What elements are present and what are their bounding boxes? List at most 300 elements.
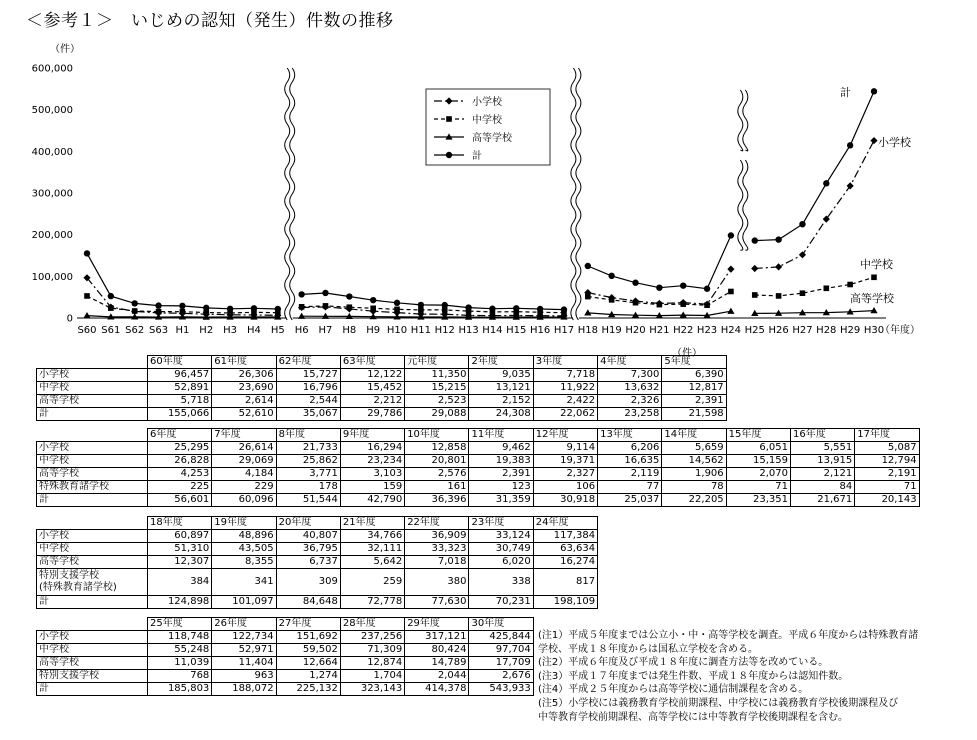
table-cell: 768 <box>148 670 212 683</box>
table-cell: 101,097 <box>212 596 276 609</box>
table-cell: 22,205 <box>662 494 726 507</box>
table-cell: 17,709 <box>469 657 533 670</box>
data-point <box>847 142 853 148</box>
table-cell: 2,391 <box>662 395 726 408</box>
data-point <box>394 300 400 306</box>
table-cell: 12,817 <box>662 382 726 395</box>
table-cell: 309 <box>276 569 340 596</box>
table-cell: 84,648 <box>276 596 340 609</box>
table-header-cell: 4年度 <box>598 356 662 369</box>
table-cell: 2,044 <box>405 670 469 683</box>
table-cell: 21,733 <box>276 442 340 455</box>
data-point <box>84 250 90 256</box>
table-cell: 30,918 <box>533 494 597 507</box>
table-cell: 32,111 <box>340 543 404 556</box>
table-cell: 384 <box>148 569 212 596</box>
table-cell: 25,862 <box>276 455 340 468</box>
data-point <box>823 180 829 186</box>
table-cell: 2,191 <box>855 468 919 481</box>
table-cell: 23,234 <box>340 455 404 468</box>
data-point <box>776 293 782 299</box>
table-cell: 12,122 <box>340 369 404 382</box>
x-tick-label: H23 <box>696 325 718 336</box>
table-cell: 118,748 <box>148 631 212 644</box>
table-header-cell: 9年度 <box>340 429 404 442</box>
table-cell: 56,601 <box>148 494 212 507</box>
table-cell: 225,132 <box>276 683 340 696</box>
data-point <box>727 265 734 272</box>
table-cell: 59,502 <box>276 644 340 657</box>
table-cell: 2,391 <box>469 468 533 481</box>
table-cell: 72,778 <box>340 596 404 609</box>
table-cell: 34,766 <box>340 530 404 543</box>
table-cell: 11,350 <box>405 369 469 382</box>
x-tick-label: H5 <box>270 325 285 336</box>
data-point <box>108 305 114 311</box>
table-row-label: 中学校 <box>37 543 148 556</box>
table-header-cell: 13年度 <box>598 429 662 442</box>
data-point <box>656 284 662 290</box>
table-header-cell: 18年度 <box>148 517 212 530</box>
table-row-label: 高等学校 <box>37 657 148 670</box>
table-cell: 425,844 <box>469 631 533 644</box>
data-point <box>870 137 877 144</box>
data-table-h25-h30 <box>36 617 534 696</box>
table-cell: 543,933 <box>469 683 533 696</box>
table-cell: 2,544 <box>276 395 340 408</box>
data-point <box>657 302 663 308</box>
series-label: 計 <box>840 86 851 99</box>
x-tick-label: H30 <box>863 325 885 336</box>
table-cell: 2,119 <box>598 468 662 481</box>
table-header-cell: 12年度 <box>533 429 597 442</box>
table-cell: 122,734 <box>212 631 276 644</box>
data-point <box>513 305 519 311</box>
data-point <box>347 304 353 310</box>
data-point <box>322 290 328 296</box>
table-header-row <box>37 517 598 530</box>
data-point <box>823 216 830 223</box>
table-header-cell: 20年度 <box>276 517 340 530</box>
data-point <box>108 293 114 299</box>
table-cell: 31,359 <box>469 494 533 507</box>
table-row <box>37 408 727 421</box>
table-cell: 52,891 <box>148 382 212 395</box>
table-cell: 341 <box>212 569 276 596</box>
data-point <box>155 302 161 308</box>
table-header-cell: 2年度 <box>469 356 533 369</box>
x-tick-label: H11 <box>410 325 432 336</box>
line-chart <box>0 0 977 345</box>
x-tick-label: H13 <box>458 325 479 336</box>
x-tick-label: H25 <box>744 325 765 336</box>
data-point <box>609 297 615 303</box>
y-tick-label: 600,000 <box>31 63 73 75</box>
x-tick-label: H1 <box>175 325 190 336</box>
table-cell: 6,020 <box>469 556 533 569</box>
table-cell: 51,544 <box>276 494 340 507</box>
table-cell: 33,323 <box>405 543 469 556</box>
table-cell: 11,922 <box>533 382 597 395</box>
data-point <box>633 300 639 306</box>
table-cell: 33,124 <box>469 530 533 543</box>
table-header-cell: 62年度 <box>276 356 340 369</box>
legend-label: 高等学校 <box>472 133 512 144</box>
table-cell: 60,096 <box>212 494 276 507</box>
x-tick-label: H3 <box>223 325 238 336</box>
table-row-label: 高等学校 <box>37 468 148 481</box>
table-cell: 30,749 <box>469 543 533 556</box>
table-cell: 11,404 <box>212 657 276 670</box>
table-cell: 16,274 <box>533 556 597 569</box>
x-tick-label: H18 <box>577 325 598 336</box>
table-cell: 36,396 <box>405 494 469 507</box>
legend-marker <box>446 116 452 122</box>
table-cell: 2,121 <box>790 468 854 481</box>
series-label: 中学校 <box>860 258 893 271</box>
table-cell: 15,452 <box>340 382 404 395</box>
legend-label: 計 <box>472 151 482 162</box>
x-tick-label: H10 <box>386 325 408 336</box>
table-row-label: 中学校 <box>37 644 148 657</box>
table-cell: 3,771 <box>276 468 340 481</box>
x-tick-label: H8 <box>342 325 357 336</box>
table-header-cell: 17年度 <box>855 429 919 442</box>
table-cell: 2,422 <box>533 395 597 408</box>
table-header-cell: 30年度 <box>469 618 533 631</box>
data-point <box>298 291 304 297</box>
series-line-3-seg0 <box>87 253 278 309</box>
data-point <box>632 280 638 286</box>
table-cell: 124,898 <box>148 596 212 609</box>
table-header-cell: 15年度 <box>726 429 790 442</box>
data-point <box>799 251 806 258</box>
table-corner <box>37 356 148 369</box>
table-cell: 3,103 <box>340 468 404 481</box>
table-header-cell: 28年度 <box>340 618 404 631</box>
y-axis-unit: （件） <box>50 44 80 55</box>
table-cell: 29,088 <box>405 408 469 421</box>
table-cell: 16,294 <box>340 442 404 455</box>
table-row <box>37 657 534 670</box>
x-tick-label: H2 <box>199 325 214 336</box>
footnote-line: (注3）平成１７年度までは発生件数、平成１８年度からは認知件数。 <box>538 670 849 682</box>
table-cell: 29,069 <box>212 455 276 468</box>
table-header-cell: 7年度 <box>212 429 276 442</box>
table-row <box>37 644 534 657</box>
table-row-label: 計 <box>37 494 148 507</box>
table-cell: 80,424 <box>405 644 469 657</box>
table-header-cell: 11年度 <box>469 429 533 442</box>
data-point <box>727 308 734 314</box>
table-cell: 12,858 <box>405 442 469 455</box>
table-row <box>37 683 534 696</box>
table-header-cell: 6年度 <box>148 429 212 442</box>
table-row-label: 小学校 <box>37 631 148 644</box>
data-point <box>346 293 352 299</box>
table-cell: 20,801 <box>405 455 469 468</box>
data-point <box>800 290 806 296</box>
x-axis-unit: （年度） <box>880 325 920 336</box>
table-cell: 25,295 <box>148 442 212 455</box>
table-cell: 21,671 <box>790 494 854 507</box>
data-point <box>251 305 257 311</box>
table-cell: 71 <box>726 481 790 494</box>
data-point <box>394 307 400 313</box>
data-table-s60-h5 <box>36 355 727 421</box>
table-header-cell: 3年度 <box>533 356 597 369</box>
table-row <box>37 468 920 481</box>
data-point <box>680 301 686 307</box>
series-line-3-seg3 <box>755 91 874 240</box>
table-header-cell: 26年度 <box>212 618 276 631</box>
table-cell: 25,037 <box>598 494 662 507</box>
table-row-label: 小学校 <box>37 442 148 455</box>
data-point <box>871 88 877 94</box>
footnote-line: (注5）小学校には義務教育学校前期課程、中学校には義務教育学校後期課程及び <box>538 697 899 709</box>
series-line-3-seg2 <box>588 236 731 289</box>
table-cell: 7,718 <box>533 369 597 382</box>
table-cell: 71 <box>855 481 919 494</box>
x-tick-label: H24 <box>720 325 742 336</box>
x-tick-label: S62 <box>125 325 145 336</box>
table-cell: 35,067 <box>276 408 340 421</box>
table-row-label: 計 <box>37 408 148 421</box>
data-point <box>775 263 782 270</box>
data-point <box>728 232 734 238</box>
table-cell: 1,704 <box>340 670 404 683</box>
data-point <box>83 312 90 318</box>
table-header-cell: 60年度 <box>148 356 212 369</box>
y-tick-label: 300,000 <box>31 188 73 200</box>
table-cell: 29,786 <box>340 408 404 421</box>
data-point <box>680 282 686 288</box>
table-cell: 6,206 <box>598 442 662 455</box>
y-tick-label: 100,000 <box>31 271 73 283</box>
table-cell: 84 <box>790 481 854 494</box>
data-point <box>585 294 591 300</box>
table-cell: 8,355 <box>212 556 276 569</box>
data-point <box>585 263 591 269</box>
table-cell: 12,307 <box>148 556 212 569</box>
y-tick-label: 200,000 <box>31 230 73 242</box>
table-cell: 15,159 <box>726 455 790 468</box>
table-cell: 5,087 <box>855 442 919 455</box>
data-point <box>751 265 758 272</box>
table-row-label: 高等学校 <box>37 556 148 569</box>
data-point <box>131 300 137 306</box>
x-tick-label: H29 <box>840 325 861 336</box>
table-cell: 55,248 <box>148 644 212 657</box>
table-cell: 42,790 <box>340 494 404 507</box>
footnote-line: 中等教育学校前期課程、高等学校には中等教育学校後期課程を含む。 <box>538 711 848 723</box>
data-table-h6-h17 <box>36 428 920 507</box>
table-cell: 2,212 <box>340 395 404 408</box>
data-point <box>752 237 758 243</box>
table-row <box>37 494 920 507</box>
table-cell: 63,634 <box>533 543 597 556</box>
table-cell: 117,384 <box>533 530 597 543</box>
x-tick-label: H20 <box>625 325 646 336</box>
footnote-line: 学校、平成１８年度からは国私立学校を含める。 <box>538 643 758 655</box>
table-cell: 1,906 <box>662 468 726 481</box>
table-cell: 19,383 <box>469 455 533 468</box>
table-header-cell: 21年度 <box>340 517 404 530</box>
x-tick-label: H17 <box>553 325 575 336</box>
table-cell: 151,692 <box>276 631 340 644</box>
data-point <box>870 307 877 313</box>
table-cell: 96,457 <box>148 369 212 382</box>
table-header-cell: 19年度 <box>212 517 276 530</box>
table-cell: 24,308 <box>469 408 533 421</box>
table-cell: 106 <box>533 481 597 494</box>
data-point <box>704 302 710 308</box>
table-cell: 52,971 <box>212 644 276 657</box>
data-point <box>704 286 710 292</box>
table-header-cell: 61年度 <box>212 356 276 369</box>
data-point <box>847 182 854 189</box>
table-cell: 5,659 <box>662 442 726 455</box>
table-cell: 9,114 <box>533 442 597 455</box>
table-header-cell: 25年度 <box>148 618 212 631</box>
table-row <box>37 382 727 395</box>
table-cell: 13,915 <box>790 455 854 468</box>
table-cell: 26,614 <box>212 442 276 455</box>
footnotes <box>538 629 976 724</box>
table-corner <box>37 429 148 442</box>
table-cell: 77 <box>598 481 662 494</box>
table-row-label: 計 <box>37 596 148 609</box>
x-tick-label: H9 <box>366 325 381 336</box>
table-row-label: 特別支援学校 <box>37 670 148 683</box>
table-cell: 817 <box>533 569 597 596</box>
table-cell: 16,796 <box>276 382 340 395</box>
table-cell: 22,062 <box>533 408 597 421</box>
table-cell: 237,256 <box>340 631 404 644</box>
legend-label: 小学校 <box>472 97 502 108</box>
table-cell: 9,462 <box>469 442 533 455</box>
table-cell: 5,718 <box>148 395 212 408</box>
table-cell: 12,794 <box>855 455 919 468</box>
table-cell: 1,274 <box>276 670 340 683</box>
table-cell: 161 <box>405 481 469 494</box>
table-cell: 77,630 <box>405 596 469 609</box>
table-cell: 51,310 <box>148 543 212 556</box>
table-cell: 78 <box>662 481 726 494</box>
data-point <box>561 306 567 312</box>
table-cell: 12,874 <box>340 657 404 670</box>
y-tick-label: 400,000 <box>31 146 73 158</box>
table-cell: 12,664 <box>276 657 340 670</box>
table-cell: 185,803 <box>148 683 212 696</box>
table-row-label: 高等学校 <box>37 395 148 408</box>
table-cell: 14,789 <box>405 657 469 670</box>
series-line-3-seg1 <box>302 293 564 310</box>
series-line-2-seg1 <box>302 316 564 317</box>
table-cell: 338 <box>469 569 533 596</box>
table-row <box>37 442 920 455</box>
y-tick-label: 0 <box>66 313 73 325</box>
table-cell: 2,576 <box>405 468 469 481</box>
data-point <box>489 306 495 312</box>
table-row-label: 中学校 <box>37 382 148 395</box>
table-cell: 52,610 <box>212 408 276 421</box>
data-table-h18-h24 <box>36 516 598 609</box>
table-cell: 20,143 <box>855 494 919 507</box>
table-cell: 188,072 <box>212 683 276 696</box>
table-cell: 5,551 <box>790 442 854 455</box>
table-row <box>37 369 727 382</box>
series-label: 高等学校 <box>850 292 894 305</box>
table-row-label: 小学校 <box>37 369 148 382</box>
table-cell: 2,070 <box>726 468 790 481</box>
table-cell: 414,378 <box>405 683 469 696</box>
table-cell: 2,152 <box>469 395 533 408</box>
table-cell: 198,109 <box>533 596 597 609</box>
data-point <box>323 303 329 309</box>
x-tick-label: H28 <box>816 325 837 336</box>
table-cell: 7,300 <box>598 369 662 382</box>
table-header-row <box>37 429 920 442</box>
table-cell: 15,727 <box>276 369 340 382</box>
series-label: 小学校 <box>878 136 911 149</box>
data-point <box>84 293 90 299</box>
table-cell: 15,215 <box>405 382 469 395</box>
table-cell: 4,253 <box>148 468 212 481</box>
table-header-cell: 14年度 <box>662 429 726 442</box>
table-cell: 16,635 <box>598 455 662 468</box>
table-header-row <box>37 618 534 631</box>
data-point <box>465 304 471 310</box>
table-cell: 23,690 <box>212 382 276 395</box>
table-cell: 11,039 <box>148 657 212 670</box>
series-line-2-seg3 <box>755 311 874 314</box>
footnote-line: (注4）平成２５年度からは高等学校に通信制課程を含める。 <box>538 684 809 696</box>
data-point <box>608 273 614 279</box>
table-cell: 71,309 <box>340 644 404 657</box>
x-tick-label: H27 <box>792 325 813 336</box>
table-cell: 36,909 <box>405 530 469 543</box>
data-point <box>442 302 448 308</box>
table-header-cell: 63年度 <box>340 356 404 369</box>
x-tick-label: H21 <box>649 325 670 336</box>
data-point <box>775 236 781 242</box>
table-cell: 380 <box>405 569 469 596</box>
data-point <box>203 305 209 311</box>
table-cell: 70,231 <box>469 596 533 609</box>
table-cell: 19,371 <box>533 455 597 468</box>
table-header-cell: 5年度 <box>662 356 726 369</box>
table-cell: 26,306 <box>212 369 276 382</box>
table-cell: 43,505 <box>212 543 276 556</box>
table-row <box>37 530 598 543</box>
x-tick-label: H26 <box>768 325 789 336</box>
table-cell: 36,795 <box>276 543 340 556</box>
data-point <box>179 303 185 309</box>
table-cell: 2,326 <box>598 395 662 408</box>
table-cell: 259 <box>340 569 404 596</box>
table-cell: 6,051 <box>726 442 790 455</box>
data-point <box>752 292 758 298</box>
table-row <box>37 543 598 556</box>
table-cell: 5,642 <box>340 556 404 569</box>
table-cell: 6,737 <box>276 556 340 569</box>
table-header-cell: 27年度 <box>276 618 340 631</box>
page-title: ＜参考１＞ いじめの認知（発生）件数の推移 <box>26 11 394 31</box>
table-cell: 13,632 <box>598 382 662 395</box>
legend-label: 中学校 <box>472 115 502 126</box>
data-point <box>537 306 543 312</box>
